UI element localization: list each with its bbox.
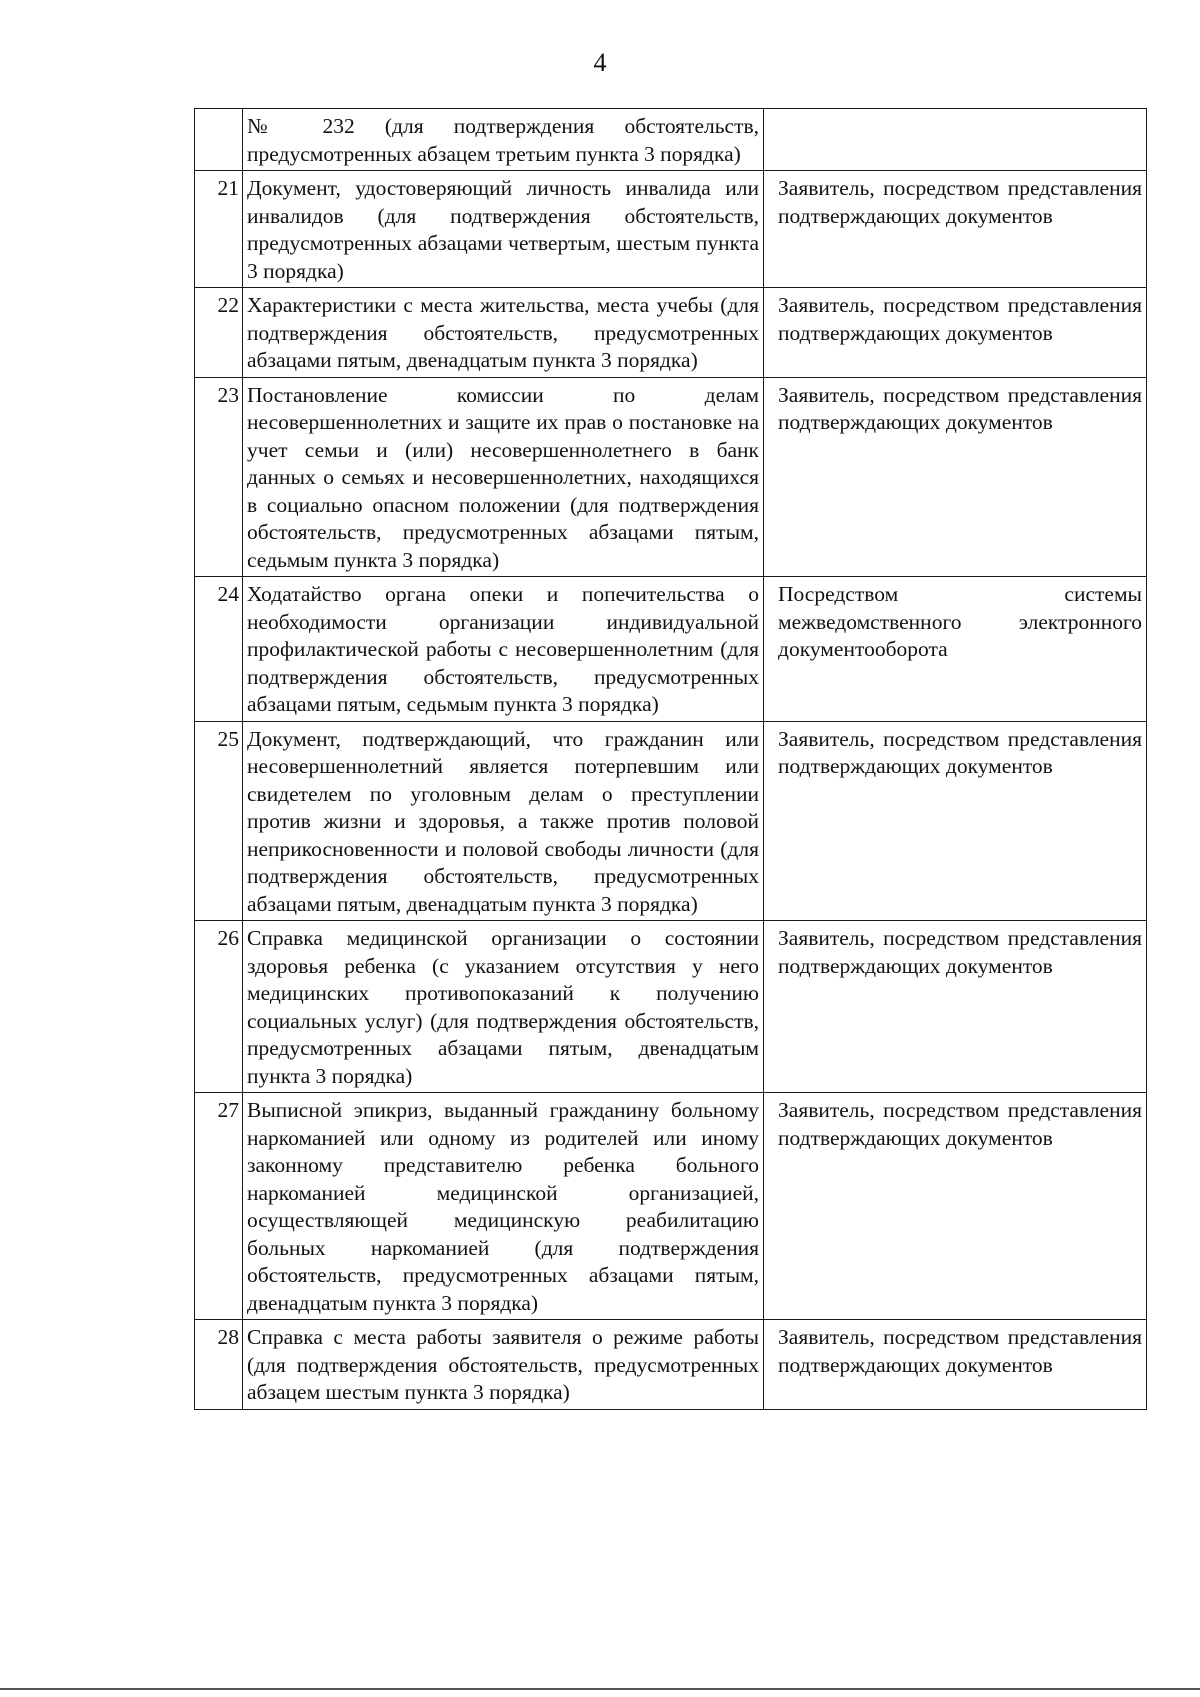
document-description: Постановление комиссии по делам несовершеннолетних и защите их прав о постановке на учет семьи и (или) несовершеннолетнего в банк данных о семьях и несовершеннолетних, находящихся в социально опасном положении (для подтверждения обстоятельств, предусмотренных абзацами пятым, седьмым пункта 3 порядка) bbox=[243, 377, 764, 577]
submission-method: Заявитель, посредством представления подтверждающих документов bbox=[764, 288, 1147, 378]
submission-method: Заявитель, посредством представления подтверждающих документов bbox=[764, 921, 1147, 1093]
row-number: 25 bbox=[195, 721, 243, 921]
table-row bbox=[195, 1093, 1147, 1320]
table-row bbox=[195, 288, 1147, 378]
submission-method: Заявитель, посредством представления подтверждающих документов bbox=[764, 171, 1147, 288]
submission-method: Заявитель, посредством представления подтверждающих документов bbox=[764, 721, 1147, 921]
row-number: 23 bbox=[195, 377, 243, 577]
document-description: Характеристики с места жительства, места учебы (для подтверждения обстоятельств, предусмотренных абзацами пятым, двенадцатым пункта 3 порядка) bbox=[243, 288, 764, 378]
document-description: Документ, удостоверяющий личность инвалида или инвалидов (для подтверждения обстоятельств, предусмотренных абзацами четвертым, шестым пункта 3 порядка) bbox=[243, 171, 764, 288]
table-row bbox=[195, 721, 1147, 921]
table-row bbox=[195, 109, 1147, 171]
document-description: № 232 (для подтверждения обстоятельств, предусмотренных абзацем третьим пункта 3 порядка) bbox=[243, 109, 764, 171]
page-bottom-divider bbox=[0, 1688, 1200, 1690]
submission-method: Заявитель, посредством представления подтверждающих документов bbox=[764, 1320, 1147, 1410]
page-number: 4 bbox=[593, 48, 607, 77]
document-description: Справка медицинской организации о состоянии здоровья ребенка (с указанием отсутствия у него медицинских противопоказаний к получению социальных услуг) (для подтверждения обстоятельств, предусмотренных абзацами пятым, двенадцатым пункта 3 порядка) bbox=[243, 921, 764, 1093]
document-description: Документ, подтверждающий, что гражданин или несовершеннолетний является потерпевшим или свидетелем по уголовным делам о преступлении против жизни и здоровья, а также против половой неприкосновенности и половой свободы личности (для подтверждения обстоятельств, предусмотренных абзацами пятым, двенадцатым пункта 3 порядка) bbox=[243, 721, 764, 921]
table-row bbox=[195, 1320, 1147, 1410]
document-description: Справка с места работы заявителя о режиме работы (для подтверждения обстоятельств, предусмотренных абзацем шестым пункта 3 порядка) bbox=[243, 1320, 764, 1410]
submission-method: Заявитель, посредством представления подтверждающих документов bbox=[764, 377, 1147, 577]
document-description: Ходатайство органа опеки и попечительства о необходимости организации индивидуальной профилактической работы с несовершеннолетним (для подтверждения обстоятельств, предусмотренных абзацами пятым, седьмым пункта 3 порядка) bbox=[243, 577, 764, 722]
row-number: 27 bbox=[195, 1093, 243, 1320]
table-row bbox=[195, 377, 1147, 577]
submission-method: Заявитель, посредством представления подтверждающих документов bbox=[764, 1093, 1147, 1320]
documents-table bbox=[194, 108, 1147, 1410]
document-description: Выписной эпикриз, выданный гражданину больному наркоманией или одному из родителей или иному законному представителю ребенка больного наркоманией медицинской организацией, осуществляющей медицинскую реабилитацию больных наркоманией (для подтверждения обстоятельств, предусмотренных абзацами пятым, двенадцатым пункта 3 порядка) bbox=[243, 1093, 764, 1320]
table-row bbox=[195, 171, 1147, 288]
row-number: 22 bbox=[195, 288, 243, 378]
submission-method bbox=[764, 109, 1147, 171]
row-number: 26 bbox=[195, 921, 243, 1093]
submission-method: Посредством системы межведомственного электронного документооборота bbox=[764, 577, 1147, 722]
row-number: 24 bbox=[195, 577, 243, 722]
row-number: 28 bbox=[195, 1320, 243, 1410]
row-number bbox=[195, 109, 243, 171]
table-row bbox=[195, 921, 1147, 1093]
row-number: 21 bbox=[195, 171, 243, 288]
table-row bbox=[195, 577, 1147, 722]
